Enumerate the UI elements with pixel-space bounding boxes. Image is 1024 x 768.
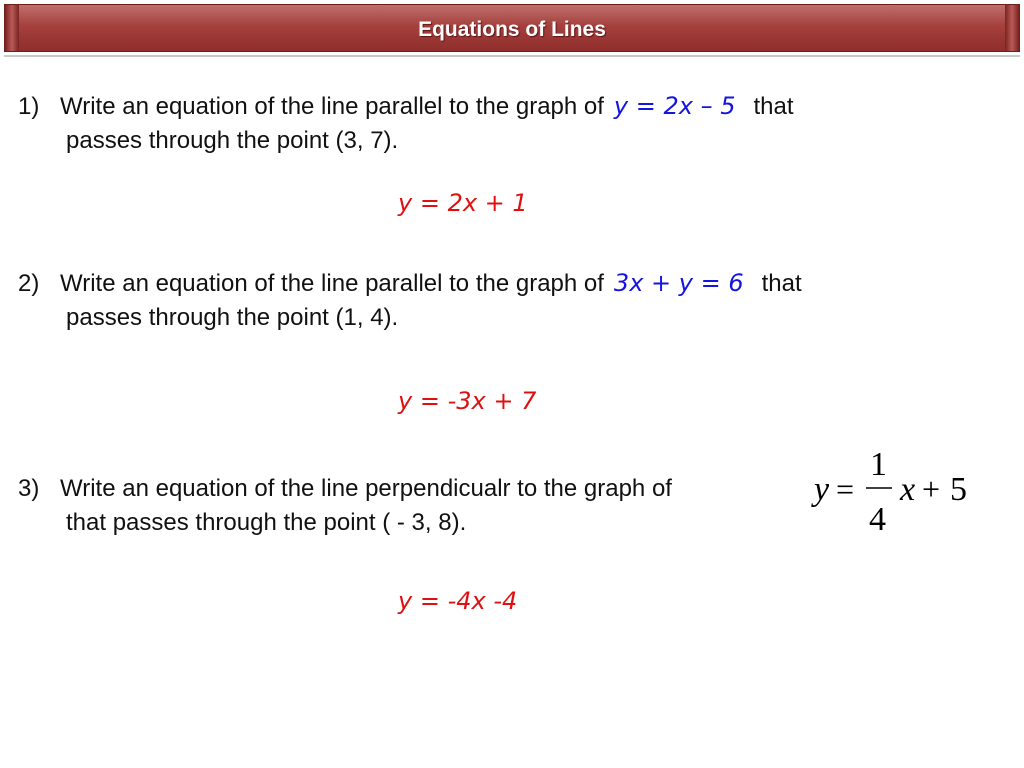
math-constant: 5: [950, 471, 967, 508]
answer-2: y = -3x + 7: [398, 387, 537, 415]
slide-title: Equations of Lines: [418, 18, 606, 41]
perpendicular-equation-math: [806, 440, 986, 540]
title-divider: [4, 55, 1020, 57]
slide-title-bar: [4, 4, 1020, 52]
question-equation: y = 2x – 5: [613, 92, 736, 120]
question-text-after: that: [753, 93, 794, 120]
math-equals: =: [836, 471, 855, 507]
answer-1: y = 2x + 1: [398, 189, 528, 217]
question-number: 1): [18, 93, 40, 120]
math-numerator: 1: [870, 446, 887, 483]
question-1: [18, 89, 1008, 158]
question-text-after: that: [761, 270, 802, 297]
question-text-line2: passes through the point (3, 7).: [66, 127, 399, 154]
question-equation: 3x + y = 6: [613, 269, 744, 297]
question-2: [18, 266, 1008, 335]
math-denominator: 4: [869, 501, 886, 538]
question-text-line2: passes through the point (1, 4).: [66, 304, 399, 331]
math-plus: +: [922, 471, 941, 507]
question-text: Write an equation of the line perpendicualr to the graph of: [60, 475, 672, 502]
question-number: 3): [18, 475, 40, 502]
question-text-line2: that passes through the point ( - 3, 8).: [66, 509, 467, 536]
question-text: Write an equation of the line parallel to the graph of: [60, 270, 604, 297]
math-variable: x: [900, 471, 916, 508]
question-text: Write an equation of the line parallel to the graph of: [60, 93, 604, 120]
question-number: 2): [18, 270, 40, 297]
answer-3: y = -4x -4: [398, 587, 518, 615]
math-lhs: y: [814, 471, 830, 508]
